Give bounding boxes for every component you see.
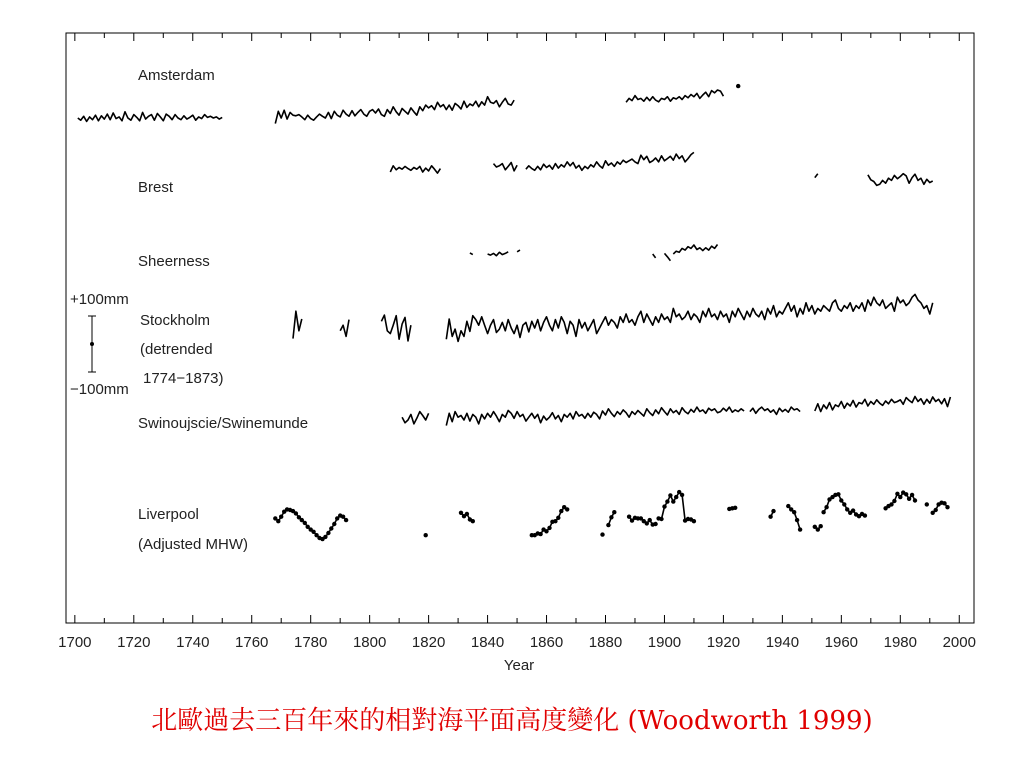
data-point — [279, 515, 283, 519]
x-tick-label: 1800 — [352, 634, 387, 651]
data-point — [736, 84, 740, 88]
data-point — [627, 515, 631, 519]
series-line — [446, 294, 932, 341]
data-point — [665, 499, 669, 503]
data-point — [544, 529, 548, 533]
data-point — [839, 498, 843, 502]
scale-bar — [70, 291, 129, 398]
series-line — [868, 174, 933, 186]
data-point — [341, 515, 345, 519]
scale-bar-top-label: +100mm — [70, 291, 129, 308]
x-tick-label: 1840 — [470, 634, 505, 651]
data-point — [668, 493, 672, 497]
data-point — [311, 530, 315, 534]
data-point — [609, 515, 613, 519]
series-label: Swinoujscie/Swinemunde — [138, 415, 309, 432]
series-label: Brest — [138, 179, 174, 196]
data-point — [276, 519, 280, 523]
x-tick-label: 1780 — [294, 634, 328, 651]
series-line — [402, 412, 429, 424]
data-point — [771, 509, 775, 513]
data-point — [303, 521, 307, 525]
data-point — [424, 533, 428, 537]
series-brest — [138, 152, 933, 196]
x-tick-label: 1700 — [58, 634, 92, 651]
data-point — [925, 502, 929, 506]
data-point — [895, 492, 899, 496]
data-point — [680, 493, 684, 497]
data-point — [851, 508, 855, 512]
data-point — [768, 515, 772, 519]
x-tick-label: 1860 — [529, 634, 564, 651]
data-point — [553, 519, 557, 523]
data-point — [795, 518, 799, 522]
series-line — [446, 407, 744, 426]
series-line — [488, 252, 509, 256]
series-label: Sheerness — [138, 253, 210, 270]
x-tick-label: 1880 — [588, 634, 623, 651]
x-tick-label: 1720 — [117, 634, 151, 651]
data-point — [556, 516, 560, 520]
x-tick-label: 1820 — [411, 634, 446, 651]
series-line — [517, 250, 520, 252]
data-point — [465, 512, 469, 516]
data-point — [329, 526, 333, 530]
data-point — [645, 521, 649, 525]
series-swinoujscie-swinemunde — [138, 397, 950, 433]
x-tick-label: 1980 — [883, 634, 917, 651]
data-point — [934, 508, 938, 512]
x-tick-label: 2000 — [942, 634, 976, 651]
series-label: (Adjusted MHW) — [138, 536, 249, 553]
data-point — [821, 510, 825, 514]
series-line — [381, 315, 411, 341]
x-axis-label: Year — [503, 657, 535, 674]
data-point — [792, 510, 796, 514]
data-point — [692, 519, 696, 523]
data-point — [559, 509, 563, 513]
series-line — [750, 407, 800, 414]
data-point — [863, 513, 867, 517]
data-point — [332, 522, 336, 526]
series-amsterdam — [78, 67, 741, 124]
series-liverpool — [138, 490, 950, 553]
data-point — [786, 504, 790, 508]
data-point — [606, 523, 610, 527]
data-point — [662, 504, 666, 508]
data-point — [323, 535, 327, 539]
data-point — [845, 507, 849, 511]
series-stockholm — [140, 294, 933, 387]
series-line — [293, 311, 302, 338]
scale-bar-center-dot — [90, 342, 94, 346]
data-point — [294, 511, 298, 515]
series-label: 1774−1873) — [143, 370, 224, 387]
data-point — [600, 532, 604, 536]
series-line — [275, 97, 514, 124]
series-label: Liverpool — [138, 506, 199, 523]
data-point — [910, 493, 914, 497]
x-tick-label: 1920 — [706, 634, 741, 651]
data-point — [942, 501, 946, 505]
series-line — [673, 245, 717, 255]
data-point — [547, 526, 551, 530]
data-point — [892, 499, 896, 503]
data-point — [674, 495, 678, 499]
x-tick-label: 1740 — [176, 634, 210, 651]
data-point — [671, 499, 675, 503]
data-point — [648, 518, 652, 522]
data-point — [842, 502, 846, 506]
series-line — [78, 112, 222, 122]
series-line — [653, 254, 656, 258]
x-tick-label: 1760 — [235, 634, 269, 651]
data-point — [344, 518, 348, 522]
series-line — [815, 397, 951, 412]
x-tick-label: 1940 — [765, 634, 800, 651]
data-point — [471, 519, 475, 523]
series-line — [626, 90, 723, 102]
data-point — [653, 522, 657, 526]
data-point — [945, 505, 949, 509]
series-label: Amsterdam — [138, 67, 215, 84]
series-line — [665, 253, 671, 260]
series-line — [526, 152, 694, 170]
data-point — [733, 506, 737, 510]
figure-caption: 北歐過去三百年來的相對海平面高度變化 (Woodworth 1999) — [151, 706, 873, 736]
scale-bar-bottom-label: −100mm — [70, 381, 129, 398]
data-point — [538, 532, 542, 536]
data-point — [459, 511, 463, 515]
series-line — [390, 166, 440, 173]
data-point — [898, 495, 902, 499]
x-tick-label: 1960 — [824, 634, 859, 651]
data-point — [907, 497, 911, 501]
data-point — [565, 507, 569, 511]
data-point — [836, 492, 840, 496]
data-point — [798, 527, 802, 531]
data-point — [889, 502, 893, 506]
data-point — [816, 527, 820, 531]
data-point — [326, 531, 330, 535]
data-point — [824, 505, 828, 509]
data-point — [659, 517, 663, 521]
series-label: (detrended — [140, 341, 213, 358]
series-line — [340, 320, 349, 337]
x-tick-label: 1900 — [647, 634, 682, 651]
data-point — [612, 510, 616, 514]
data-point — [904, 492, 908, 496]
series-sheerness — [138, 245, 718, 271]
data-point — [913, 498, 917, 502]
series-line — [470, 253, 473, 255]
series-label: Stockholm — [140, 312, 211, 329]
series-line — [494, 163, 518, 171]
data-point — [819, 524, 823, 528]
series-line — [815, 174, 818, 178]
